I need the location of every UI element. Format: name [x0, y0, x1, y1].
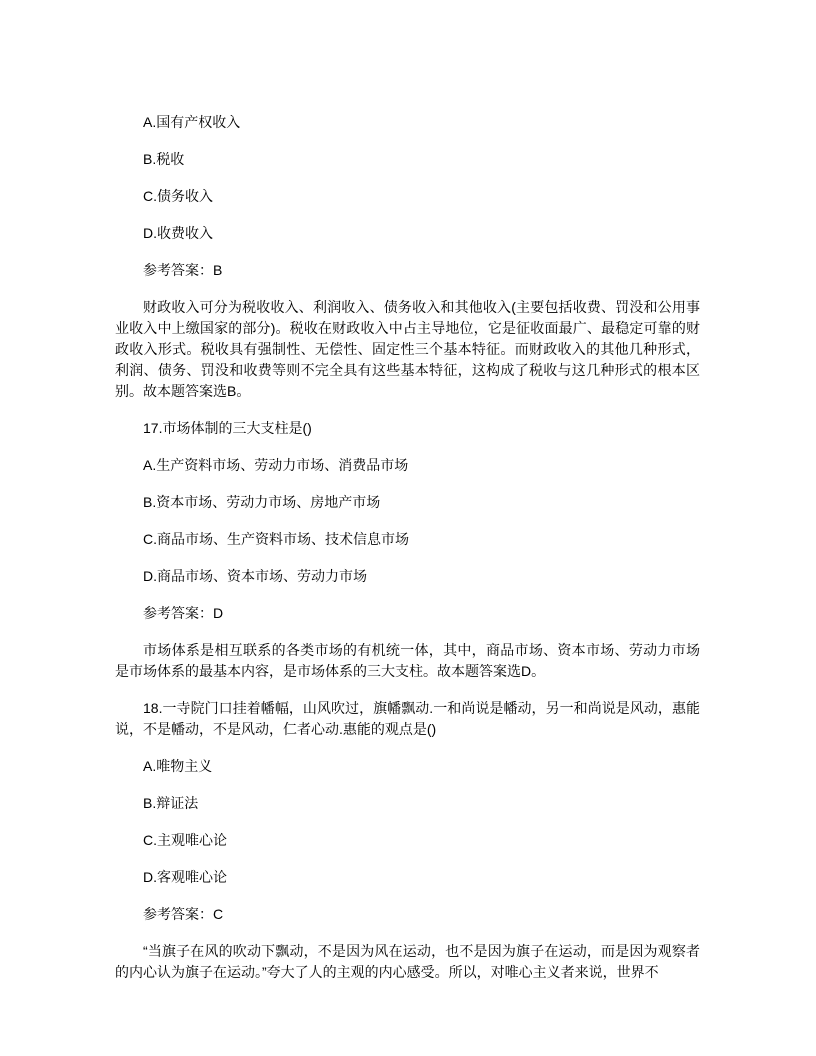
question-16-block — [115, 112, 700, 402]
question-17-block — [115, 418, 700, 682]
q17-option-c: C.商品市场、生产资料市场、技术信息市场 — [143, 531, 409, 547]
q17-option-a: A.生产资料市场、劳动力市场、消费品市场 — [143, 457, 409, 473]
q18-question-stem: 18.一寺院门口挂着幡幅，山风吹过，旗幡飘动.一和尚说是幡动，另一和尚说是风动，惠能说，不是幡动，不是风动，仁者心动.惠能的观点是() — [115, 700, 700, 737]
q18-option-c: C.主观唯心论 — [143, 832, 227, 848]
q16-answer-line: 参考答案：B — [143, 262, 223, 278]
q18-option-d: D.客观唯心论 — [143, 869, 227, 885]
q17-option-d: D.商品市场、资本市场、劳动力市场 — [143, 568, 367, 584]
q16-option-d: D.收费收入 — [143, 225, 213, 241]
q18-option-a: A.唯物主义 — [143, 758, 213, 774]
q17-option-b: B.资本市场、劳动力市场、房地产市场 — [143, 494, 381, 510]
question-18-block — [115, 698, 700, 983]
q16-option-a: A.国有产权收入 — [143, 114, 241, 130]
q16-option-c: C.债务收入 — [143, 188, 213, 204]
q17-question-stem: 17.市场体制的三大支柱是() — [143, 420, 312, 436]
q18-option-b: B.辩证法 — [143, 795, 199, 811]
q17-answer-line: 参考答案：D — [143, 605, 224, 621]
q18-explanation: “当旗子在风的吹动下飘动，不是因为风在运动，也不是因为旗子在运动，而是因为观察者的内心认为旗子在运动。”夸大了人的主观的内心感受。所以，对唯心主义者来说，世界不 — [115, 943, 700, 980]
q18-answer-line: 参考答案：C — [143, 906, 224, 922]
q16-explanation: 财政收入可分为税收收入、利润收入、债务收入和其他收入(主要包括收费、罚没和公用事业收入中上缴国家的部分)。税收在财政收入中占主导地位，它是征收面最广、最稳定可靠的财政收入形式。税收具有强制性、无偿性、固定性三个基本特征。而财政收入的其他几种形式，利润、债务、罚没和收费等则不完全具有这些基本特征，这构成了税收与这几种形式的根本区别。故本题答案选B。 — [115, 299, 700, 399]
q16-option-b: B.税收 — [143, 151, 185, 167]
q17-explanation: 市场体系是相互联系的各类市场的有机统一体，其中，商品市场、资本市场、劳动力市场是市场体系的最基本内容，是市场体系的三大支柱。故本题答案选D。 — [115, 642, 700, 679]
